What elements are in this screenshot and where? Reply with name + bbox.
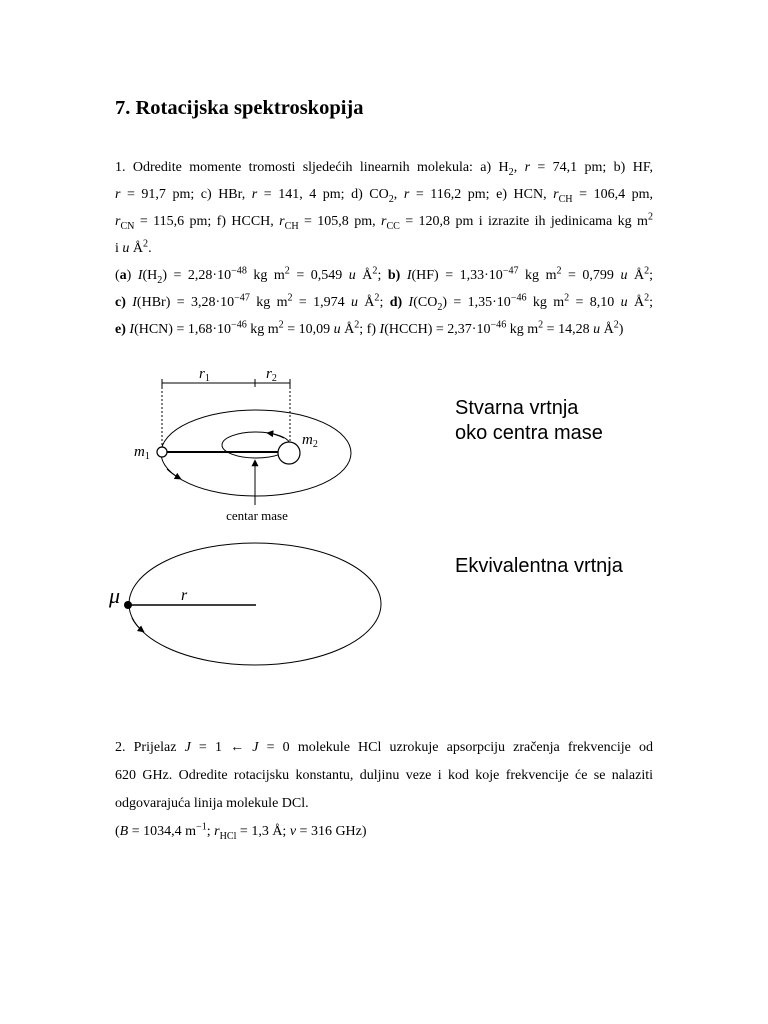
text-run: 1. Odredite momente tromosti sljedećih linearnih molekula: a) H	[115, 160, 509, 175]
text-run: 2	[564, 292, 570, 304]
inner-orbit-arrow	[267, 433, 284, 438]
text-line	[115, 208, 653, 235]
text-run: = 74,1 pm; b) HF,	[530, 160, 653, 175]
text-run: (	[115, 824, 120, 839]
equivalent-orbit	[129, 543, 381, 665]
text-line	[115, 181, 653, 208]
text-run: u	[348, 268, 356, 283]
section-title: 7. Rotacijska spektroskopija	[115, 97, 364, 119]
mass-1-atom	[157, 447, 167, 457]
text-run: ;	[377, 268, 388, 283]
text-run: Å	[357, 295, 375, 310]
text-run: I	[406, 268, 412, 283]
text-run: r	[214, 824, 220, 839]
text-run: 2	[374, 292, 380, 304]
text-line	[115, 818, 653, 846]
text-run: r	[115, 187, 121, 202]
text-run: )	[618, 322, 624, 337]
text-run: I	[379, 322, 385, 337]
text-run: ν	[289, 824, 297, 839]
text-run: kg m	[246, 268, 285, 283]
text-run: = 1,3 Å;	[236, 824, 290, 839]
text-run: a	[119, 268, 127, 283]
text-run: .	[148, 241, 152, 256]
equivalent-rotation-diagram	[108, 543, 381, 665]
text-run: CN	[120, 220, 135, 232]
text-run: d)	[389, 295, 403, 310]
text-run: J	[252, 740, 259, 755]
text-run: (H	[142, 268, 158, 283]
text-run: r	[524, 160, 531, 175]
text-run: −48	[231, 265, 247, 277]
text-run: 2	[284, 265, 290, 277]
text-line	[115, 289, 653, 316]
m1-label: $m_1$	[134, 444, 150, 462]
text-run: = 316 GHz)	[296, 824, 367, 839]
r2-label: $r_2$	[266, 366, 277, 384]
text-run: 2	[644, 292, 650, 304]
text-line	[115, 316, 653, 343]
outer-orbit-arrow	[167, 469, 181, 479]
text-run: I	[132, 295, 137, 310]
text-run: r	[553, 187, 559, 202]
text-run: u	[350, 295, 358, 310]
text-run: I	[408, 295, 414, 310]
problem-2-statement	[115, 734, 653, 818]
r1-label: $r_1$	[199, 366, 210, 384]
text-run: CH	[284, 220, 299, 232]
text-run: 2	[538, 319, 544, 331]
text-run: −47	[234, 292, 250, 304]
text-run: 2	[157, 274, 163, 286]
text-run: b)	[387, 268, 401, 283]
text-run: u	[122, 241, 130, 256]
rotation-figure	[100, 355, 400, 675]
text-run: Å	[340, 322, 355, 337]
text-run: (CO	[413, 295, 438, 310]
text-run: 2	[556, 265, 562, 277]
text-run: 2	[287, 292, 293, 304]
text-run: −47	[502, 265, 519, 277]
radius-label: r	[181, 587, 188, 604]
text-run: u	[593, 322, 601, 337]
text-run: (	[115, 268, 120, 283]
mass-2-atom	[278, 442, 300, 464]
text-run: CC	[386, 220, 400, 232]
reduced-mass-label: μ	[109, 583, 121, 608]
text-line	[115, 262, 653, 289]
text-run: ,	[513, 160, 525, 175]
text-run: u	[620, 268, 628, 283]
text-run: 2	[437, 301, 443, 313]
text-run: = 0,549	[289, 268, 349, 283]
text-run: kg m	[249, 295, 288, 310]
text-run: = 106,4 pm,	[572, 187, 653, 202]
text-run: = 91,7 pm; c) HBr,	[120, 187, 252, 202]
text-run: 2	[644, 265, 650, 277]
text-run: = 120,8 pm i izrazite ih jedinicama kg m	[399, 214, 648, 229]
text-run: = 116,2 pm; e) HCN,	[409, 187, 554, 202]
text-line	[115, 762, 653, 790]
text-run: CH	[558, 193, 573, 205]
caption-line: oko centra mase	[455, 422, 603, 444]
text-run: −1	[196, 821, 207, 833]
text-run: = 14,28	[543, 322, 594, 337]
text-run: Å	[627, 295, 645, 310]
text-run: (HCN) = 1,68·10	[134, 322, 232, 337]
caption-line: Stvarna vrtnja	[455, 397, 579, 419]
text-run: kg m	[246, 322, 279, 337]
text-run: −46	[490, 319, 507, 331]
text-line	[115, 734, 653, 762]
problem-2-answer	[115, 818, 653, 846]
text-run: 2	[647, 211, 653, 223]
text-run: ) = 2,28·10	[162, 268, 232, 283]
text-run: ;	[379, 295, 390, 310]
text-line	[115, 790, 653, 818]
text-run: odgovarajuća linija molekule DCl.	[115, 796, 309, 811]
text-line	[115, 235, 653, 262]
text-run: 2	[143, 238, 149, 250]
text-run: )	[126, 268, 138, 283]
text-run: 2	[388, 193, 394, 205]
text-run: = 105,8 pm,	[298, 214, 381, 229]
text-run: B	[119, 824, 129, 839]
text-run: u	[620, 295, 628, 310]
text-run: = 1034,4 m	[128, 824, 197, 839]
caption-actual-rotation	[455, 396, 603, 446]
text-run: Å	[627, 268, 645, 283]
text-run: = 1 ←	[190, 740, 253, 755]
problem-1-statement	[115, 154, 653, 262]
text-run: ;	[206, 824, 215, 839]
m2-label: $m_2$	[302, 432, 318, 450]
text-run: = 0 molekule HCl uzrokuje apsorpciju zračenja frekvencije od	[258, 740, 653, 755]
text-run: I	[137, 268, 143, 283]
text-run: r	[380, 214, 387, 229]
text-run: e)	[115, 322, 126, 337]
text-run: (HBr) = 3,28·10	[136, 295, 235, 310]
text-run: r	[403, 187, 410, 202]
caption-equivalent-rotation: Ekvivalentna vrtnja	[455, 555, 623, 577]
text-run: ) = 1,35·10	[442, 295, 511, 310]
text-run: ; f)	[359, 322, 380, 337]
text-run: 2	[278, 319, 284, 331]
text-run: ,	[393, 187, 404, 202]
text-run: c)	[115, 295, 126, 310]
text-run: Å	[355, 268, 373, 283]
text-run: = 10,09	[283, 322, 334, 337]
actual-rotation-diagram	[134, 366, 351, 523]
problem-1	[115, 154, 653, 343]
text-run: ;	[649, 268, 654, 283]
text-run: r	[251, 187, 258, 202]
problem-2	[115, 734, 653, 846]
text-run: −46	[510, 292, 527, 304]
problem-1-answer	[115, 262, 653, 343]
text-run: r	[115, 214, 121, 229]
text-line	[115, 154, 653, 181]
text-run: Å	[129, 241, 144, 256]
text-run: 2. Prijelaz	[115, 740, 185, 755]
text-run: Å	[600, 322, 614, 337]
text-run: r	[279, 214, 285, 229]
text-run: I	[129, 322, 135, 337]
text-run: 2	[508, 166, 514, 178]
center-of-mass-label: centar mase	[226, 508, 288, 523]
text-run: 2	[354, 319, 360, 331]
text-run: J	[184, 740, 191, 755]
text-run: = 141, 4 pm; d) CO	[257, 187, 389, 202]
text-run: kg m	[518, 268, 557, 283]
text-run: 2	[613, 319, 619, 331]
text-run: ;	[649, 295, 654, 310]
text-run: = 1,974	[292, 295, 351, 310]
text-run: i	[115, 241, 123, 256]
text-run: (HCCH) = 2,37·10	[384, 322, 491, 337]
text-run: u	[333, 322, 341, 337]
text-run: (HF) = 1,33·10	[411, 268, 503, 283]
text-run: −46	[231, 319, 247, 331]
text-run: 2	[372, 265, 378, 277]
reduced-mass-point	[124, 601, 132, 609]
text-run: = 8,10	[569, 295, 621, 310]
text-run: kg m	[506, 322, 539, 337]
text-run: 620 GHz. Odredite rotacijsku konstantu, duljinu veze i kod koje frekvencije će se nalaziti	[115, 768, 653, 783]
text-run: HCl	[219, 830, 237, 842]
text-run: kg m	[526, 295, 565, 310]
text-run: = 0,799	[561, 268, 621, 283]
text-run: = 115,6 pm; f) HCCH,	[134, 214, 280, 229]
